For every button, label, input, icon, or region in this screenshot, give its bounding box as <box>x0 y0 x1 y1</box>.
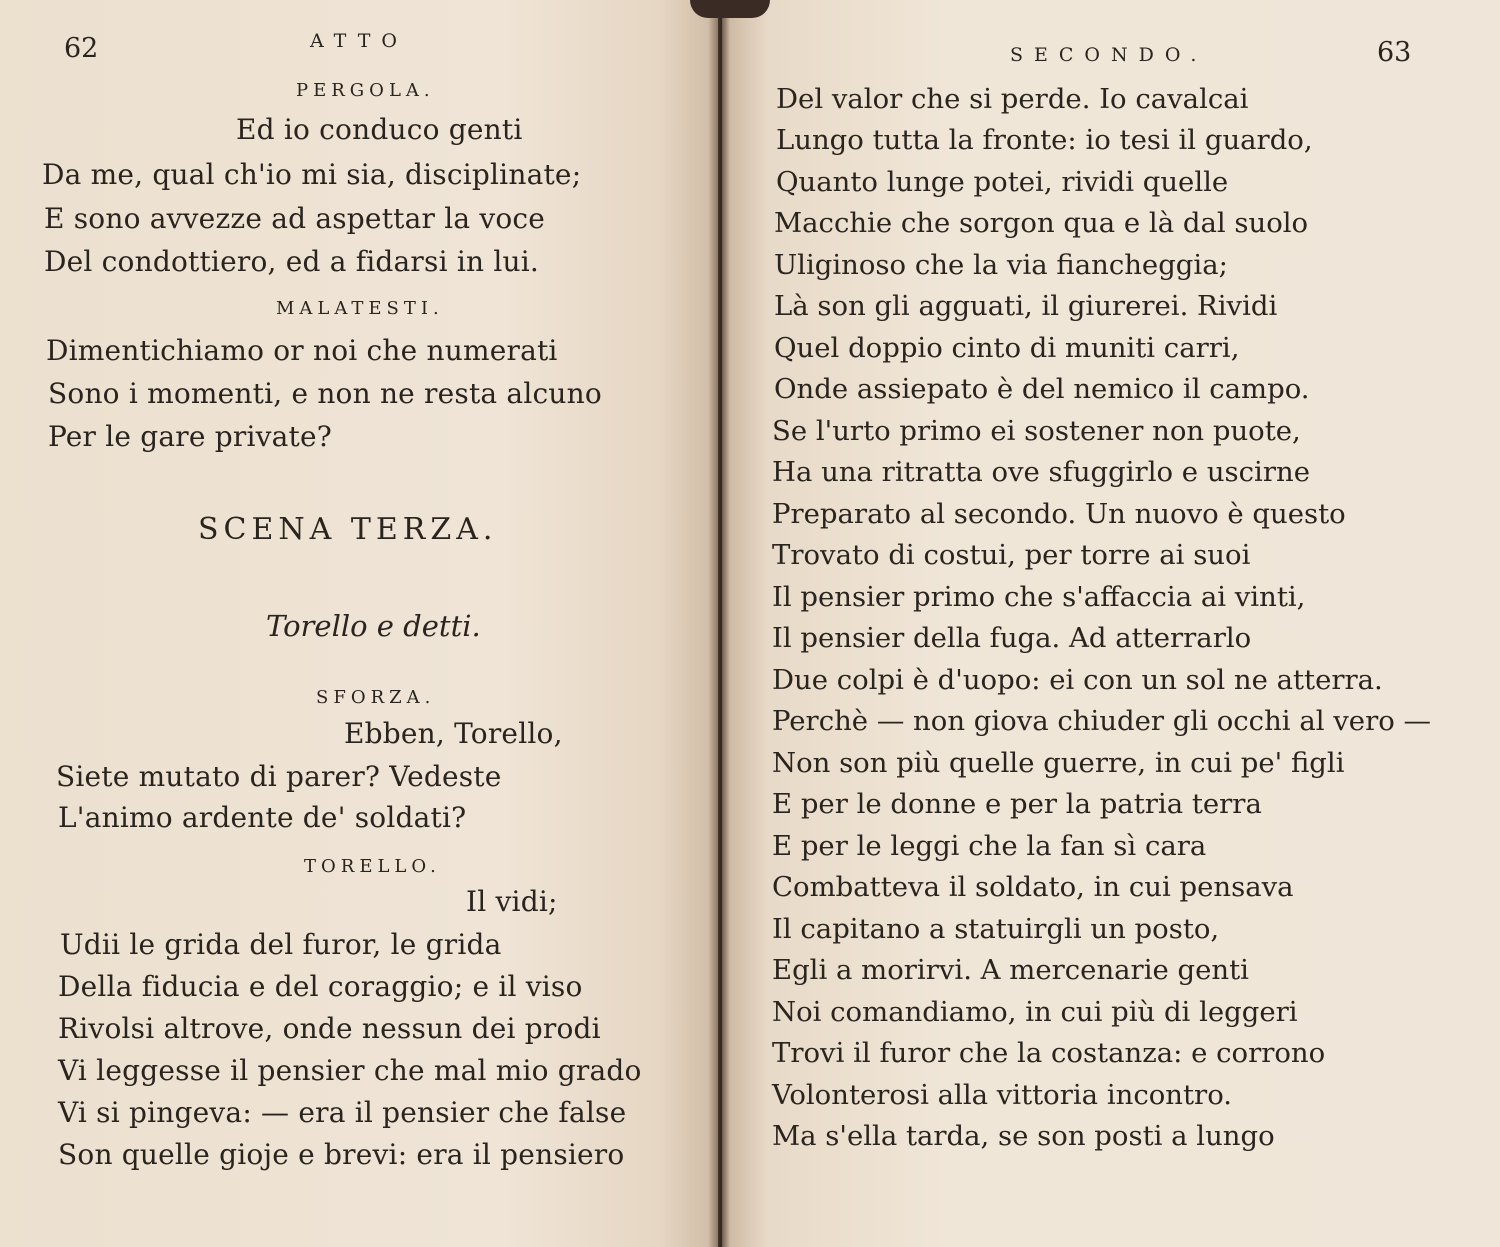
spine-shadow <box>690 0 770 18</box>
speaker-name: MALATESTI. <box>276 298 444 319</box>
verse-line: Dimentichiamo or noi che numerati <box>46 334 558 367</box>
verse-line: Per le gare private? <box>48 420 332 453</box>
verse-line: Noi comandiamo, in cui più di leggeri <box>772 996 1298 1028</box>
right-page <box>722 0 1500 1247</box>
verse-line: Del condottiero, ed a fidarsi in lui. <box>44 245 539 278</box>
speaker-name: TORELLO. <box>304 856 441 877</box>
book-gutter <box>708 0 730 1247</box>
speaker-name: PERGOLA. <box>296 80 435 101</box>
verse-line: E per le leggi che la fan sì cara <box>772 830 1207 862</box>
verse-line: Trovi il furor che la costanza: e corrono <box>772 1037 1326 1069</box>
verse-line: Udii le grida del furor, le grida <box>60 928 502 961</box>
right-page-number: 63 <box>1377 37 1412 68</box>
verse-line: Macchie che sorgon qua e là dal suolo <box>774 207 1309 239</box>
verse-line: Trovato di costui, per torre ai suoi <box>772 539 1251 571</box>
verse-line: Volonterosi alla vittoria incontro. <box>772 1079 1233 1111</box>
verse-line: Uliginoso che la via fiancheggia; <box>774 249 1228 281</box>
left-running-head: ATTO <box>310 30 408 52</box>
verse-line: Onde assiepato è del nemico il campo. <box>774 373 1310 405</box>
verse-line: Il vidi; <box>466 885 558 918</box>
left-page-number: 62 <box>64 33 99 64</box>
verse-line: Son quelle gioje e brevi: era il pensiero <box>58 1138 625 1171</box>
verse-line: Ed io conduco genti <box>236 113 523 146</box>
verse-line: Sono i momenti, e non ne resta alcuno <box>48 377 602 410</box>
verse-line: Due colpi è d'uopo: ei con un sol ne atterra. <box>772 664 1383 696</box>
verse-line: Ma s'ella tarda, se son posti a lungo <box>772 1120 1275 1152</box>
verse-line: Del valor che si perde. Io cavalcai <box>776 83 1249 115</box>
verse-line: Il capitano a statuirgli un posto, <box>772 913 1220 945</box>
verse-line: Egli a morirvi. A mercenarie genti <box>772 954 1249 986</box>
verse-line: Da me, qual ch'io mi sia, disciplinate; <box>42 158 582 191</box>
scene-heading: SCENA TERZA. <box>198 512 498 547</box>
verse-line: E per le donne e per la patria terra <box>772 788 1262 820</box>
verse-line: Vi si pingeva: — era il pensier che false <box>58 1096 627 1129</box>
verse-line: L'animo ardente de' soldati? <box>58 801 467 834</box>
verse-line: Il pensier primo che s'affaccia ai vinti, <box>772 581 1306 613</box>
verse-line: Vi leggesse il pensier che mal mio grado <box>58 1054 642 1087</box>
verse-line: Ha una ritratta ove sfuggirlo e uscirne <box>772 456 1310 488</box>
verse-line: Se l'urto primo ei sostener non puote, <box>772 415 1301 447</box>
left-page <box>0 0 718 1247</box>
verse-line: Rivolsi altrove, onde nessun dei prodi <box>58 1012 601 1045</box>
verse-line: Non son più quelle guerre, in cui pe' figli <box>772 747 1345 779</box>
verse-line: Là son gli agguati, il giurerei. Rividi <box>774 290 1278 322</box>
verse-line: Quanto lunge potei, rividi quelle <box>776 166 1229 198</box>
right-running-head: SECONDO. <box>1010 44 1208 66</box>
stage-direction: Torello e detti. <box>266 609 481 643</box>
verse-line: Preparato al secondo. Un nuovo è questo <box>772 498 1346 530</box>
verse-line: Combatteva il soldato, in cui pensava <box>772 871 1294 903</box>
verse-line: Della fiducia e del coraggio; e il viso <box>58 970 583 1003</box>
speaker-name: SFORZA. <box>316 687 436 708</box>
verse-line: Quel doppio cinto di muniti carri, <box>774 332 1240 364</box>
verse-line: E sono avvezze ad aspettar la voce <box>44 202 546 235</box>
verse-line: Perchè — non giova chiuder gli occhi al vero — <box>772 705 1432 737</box>
verse-line: Siete mutato di parer? Vedeste <box>56 760 502 793</box>
verse-line: Il pensier della fuga. Ad atterrarlo <box>772 622 1252 654</box>
verse-line: Lungo tutta la fronte: io tesi il guardo, <box>776 124 1313 156</box>
verse-line: Ebben, Torello, <box>344 717 563 750</box>
